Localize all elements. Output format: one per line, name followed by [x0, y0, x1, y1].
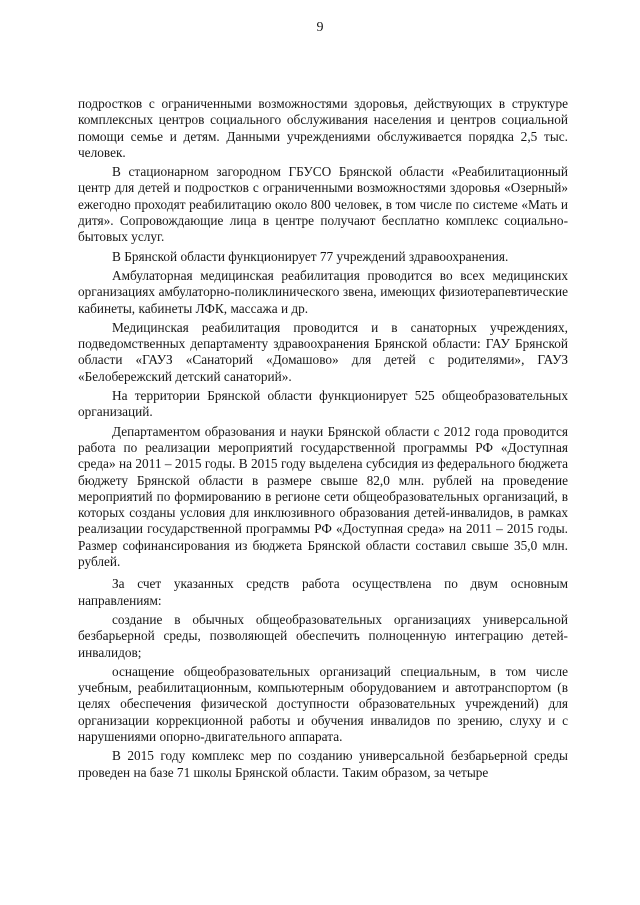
- paragraph-6: На территории Брянской области функционирует 525 общеобразовательных организаций.: [78, 388, 568, 420]
- paragraph-5: Медицинская реабилитация проводится и в санаторных учреждениях, подведомственных департаменту здравоохранения Брянской области: ГАУ Брянской области «ГАУЗ «Санаторий «Домашово» для детей с родителями», ГАУЗ «Белобережский детский санаторий».: [78, 319, 568, 384]
- paragraph-11: В 2015 году комплекс мер по созданию универсальной безбарьерной среды проведен на базе 71 школы Брянской области. Таким образом, за четыре: [78, 748, 568, 780]
- paragraph-9: создание в обычных общеобразовательных организациях универсальной безбарьерной среды, позволяющей обеспечить полноценную интеграцию детей-инвалидов;: [78, 611, 568, 660]
- page-number: 9: [316, 20, 324, 35]
- paragraph-1: подростков с ограниченными возможностями здоровья, действующих в структуре комплексных центров социального обслуживания населения и центров социальной помощи семье и детям. Данными учреждениями обслуживается порядка 2,5 тыс. человек.: [78, 96, 568, 160]
- paragraph-7: Департаментом образования и науки Брянской области с 2012 года проводится работа по реализации мероприятий государственной программы РФ «Доступная среда» на 2011 – 2015 годы. В 2015 году выделена субсидия из федерального бюджета бюджету Брянской области в размере свыше 82,0 млн. рублей на проведение мероприятий по формированию в регионе сети общеобразовательных организаций, в которых созданы условия для инклюзивного образования детей-инвалидов, в рамках реализации государственной программы РФ «Доступная среда» на 2011 – 2015 годы. Размер софинансирования из бюджета Брянской области составил свыше 35,0 млн. рублей.: [78, 423, 568, 570]
- paragraph-8: За счет указанных средств работа осуществлена по двум основным направлениям:: [78, 576, 568, 608]
- paragraph-2: В стационарном загородном ГБУСО Брянской области «Реабилитационный центр для детей и подростков с ограниченными возможностями здоровья «Озерный» ежегодно проходят реабилитацию около 800 человек, в том числе по системе «Мать и дитя». Сопровождающие лица в центре получают бесплатно комплекс социально-бытовых услуг.: [78, 164, 568, 245]
- paragraph-3: В Брянской области функционирует 77 учреждений здравоохранения.: [112, 248, 509, 264]
- paragraph-4: Амбулаторная медицинская реабилитация проводится во всех медицинских организациях амбулаторно-поликлинического звена, имеющих физиотерапевтические кабинеты, кабинеты ЛФК, массажа и др.: [78, 267, 568, 316]
- paragraph-10: оснащение общеобразовательных организаций специальным, в том числе учебным, реабилитационным, компьютерным оборудованием и автотранспортом (в целях обеспечения физической доступности образовательных учреждений) для организации коррекционной работы и обучения инвалидов по зрению, слуху и с нарушениями опорно-двигательного аппарата.: [78, 663, 568, 744]
- document-body: [78, 96, 568, 784]
